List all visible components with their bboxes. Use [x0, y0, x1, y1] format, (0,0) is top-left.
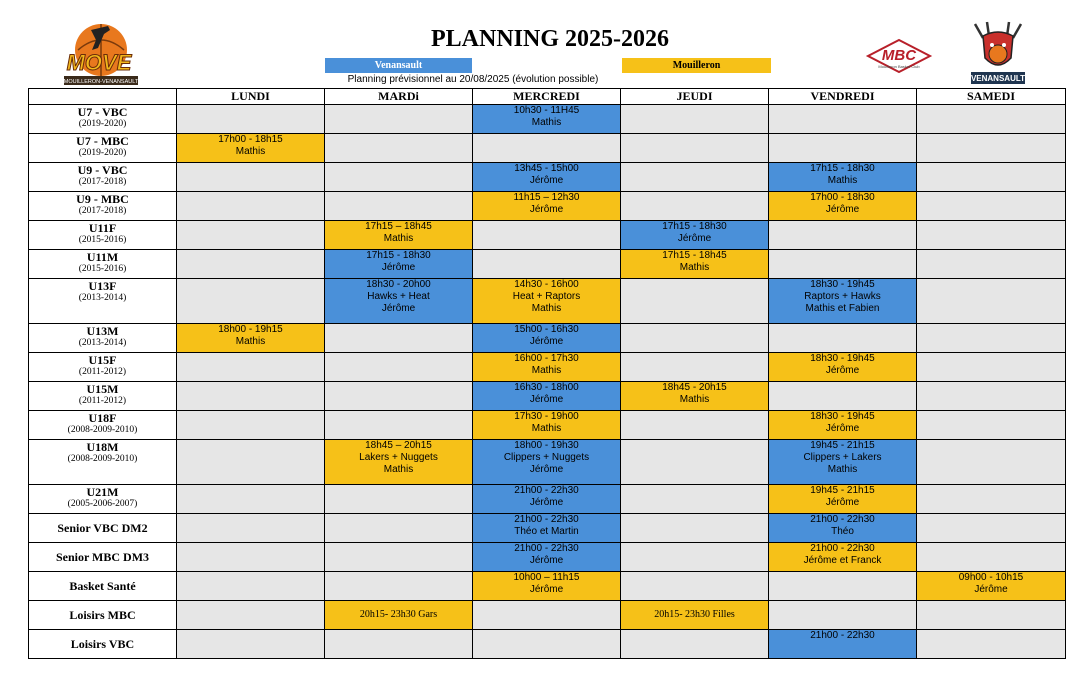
- session-detail: Mathis: [827, 175, 858, 186]
- empty-cell: [917, 105, 1066, 134]
- session-detail: Jérôme: [381, 262, 416, 273]
- day-header: LUNDI: [177, 89, 325, 105]
- empty-cell: [177, 192, 325, 221]
- session-cell: [769, 192, 917, 221]
- session-cell: [325, 221, 473, 250]
- session-cell: [769, 411, 917, 440]
- table-row: [29, 250, 1066, 279]
- table-row: [29, 411, 1066, 440]
- team-name: U15F: [88, 353, 117, 367]
- table-row: [29, 134, 1066, 163]
- session-detail: Mathis: [531, 365, 562, 376]
- team-years: (2017-2018): [78, 177, 127, 187]
- empty-cell: [621, 440, 769, 485]
- empty-cell: [769, 134, 917, 163]
- team-label: [29, 485, 177, 514]
- empty-cell: [621, 324, 769, 353]
- svg-text:MOVE: MOVE: [66, 50, 132, 75]
- team-name: U13F: [88, 279, 117, 293]
- team-name: Senior VBC DM2: [57, 520, 148, 535]
- empty-cell: [917, 411, 1066, 440]
- empty-cell: [325, 163, 473, 192]
- empty-cell: [769, 221, 917, 250]
- empty-cell: [769, 601, 917, 630]
- table-row: [29, 514, 1066, 543]
- session-detail: Jérôme: [529, 336, 564, 347]
- session-cell: [769, 485, 917, 514]
- session-cell: [769, 163, 917, 192]
- session-detail: Jérôme: [529, 584, 564, 595]
- empty-cell: [325, 630, 473, 659]
- empty-cell: [621, 485, 769, 514]
- team-name: Basket Santé: [69, 578, 136, 593]
- team-years: (2011-2012): [78, 396, 127, 406]
- empty-cell: [473, 630, 621, 659]
- team-name: U18M: [86, 440, 119, 454]
- session-cell: [473, 279, 621, 324]
- empty-cell: [325, 353, 473, 382]
- session-detail: Jérôme: [825, 423, 860, 434]
- session-time: 17h15 - 18h30: [662, 221, 727, 232]
- team-name: U21M: [86, 485, 119, 499]
- session-time: 15h00 - 16h30: [514, 324, 579, 335]
- session-time: 20h15- 23h30 Gars: [359, 609, 438, 620]
- session-cell: [769, 440, 917, 485]
- session-time: 10h00 – 11h15: [513, 572, 580, 583]
- session-cell: [473, 353, 621, 382]
- empty-cell: [621, 279, 769, 324]
- team-name: Loisirs VBC: [70, 636, 135, 651]
- session-detail: Jérôme et Franck: [803, 555, 882, 566]
- table-row: [29, 192, 1066, 221]
- session-cell: [769, 630, 917, 659]
- session-detail: Mathis: [235, 146, 266, 157]
- empty-cell: [917, 134, 1066, 163]
- venansault-logo: [965, 18, 1031, 88]
- empty-cell: [621, 192, 769, 221]
- team-label: [29, 514, 177, 543]
- empty-cell: [473, 601, 621, 630]
- empty-cell: [917, 163, 1066, 192]
- empty-cell: [769, 572, 917, 601]
- session-detail: Mathis: [531, 303, 562, 314]
- team-label: [29, 134, 177, 163]
- session-cell: [769, 279, 917, 324]
- session-time: 21h00 - 22h30: [810, 543, 875, 554]
- empty-cell: [325, 543, 473, 572]
- team-name: Loisirs MBC: [69, 607, 136, 622]
- session-cell: [621, 221, 769, 250]
- session-cell: [325, 601, 473, 630]
- empty-cell: [325, 134, 473, 163]
- session-time: 14h30 - 16h00: [514, 279, 579, 290]
- empty-cell: [325, 411, 473, 440]
- empty-cell: [473, 250, 621, 279]
- session-time: 21h00 - 22h30: [514, 543, 579, 554]
- session-detail: Mathis: [383, 464, 414, 475]
- session-cell: [621, 601, 769, 630]
- session-time: 21h00 - 22h30: [810, 630, 875, 641]
- empty-cell: [917, 514, 1066, 543]
- session-time: 19h45 - 21h15: [810, 485, 875, 496]
- session-cell: [473, 163, 621, 192]
- session-detail: Mathis: [235, 336, 266, 347]
- empty-cell: [177, 279, 325, 324]
- session-cell: [473, 382, 621, 411]
- empty-cell: [917, 485, 1066, 514]
- session-detail: Jérôme: [529, 555, 564, 566]
- session-cell: [473, 105, 621, 134]
- empty-cell: [177, 440, 325, 485]
- empty-cell: [177, 163, 325, 192]
- empty-cell: [917, 440, 1066, 485]
- empty-cell: [325, 514, 473, 543]
- empty-cell: [769, 382, 917, 411]
- table-row: [29, 382, 1066, 411]
- team-years: (2017-2018): [78, 206, 127, 216]
- empty-cell: [917, 601, 1066, 630]
- table-row: [29, 485, 1066, 514]
- empty-cell: [177, 630, 325, 659]
- session-time: 17h15 - 18h30: [810, 163, 875, 174]
- team-label: [29, 382, 177, 411]
- session-time: 16h30 - 18h00: [514, 382, 579, 393]
- table-row: [29, 221, 1066, 250]
- empty-cell: [177, 601, 325, 630]
- session-time: 17h15 – 18h45: [365, 221, 432, 232]
- day-header: JEUDI: [621, 89, 769, 105]
- empty-cell: [769, 105, 917, 134]
- session-detail: Jérôme: [825, 365, 860, 376]
- session-detail: Jérôme: [529, 464, 564, 475]
- move-logo: [58, 20, 140, 90]
- session-time: 18h00 - 19h15: [218, 324, 283, 335]
- empty-cell: [177, 572, 325, 601]
- session-cell: [769, 543, 917, 572]
- team-label: [29, 279, 177, 324]
- team-years: (2013-2014): [78, 338, 127, 348]
- empty-cell: [325, 105, 473, 134]
- empty-cell: [621, 572, 769, 601]
- table-row: [29, 324, 1066, 353]
- team-label: [29, 601, 177, 630]
- session-detail: Jérôme: [529, 175, 564, 186]
- session-time: 21h00 - 22h30: [514, 514, 579, 525]
- session-time: 18h45 – 20h15: [365, 440, 432, 451]
- table-row: [29, 630, 1066, 659]
- session-time: 18h30 - 19h45: [810, 279, 875, 290]
- empty-cell: [621, 353, 769, 382]
- session-time: 17h00 - 18h15: [218, 134, 283, 145]
- empty-cell: [325, 572, 473, 601]
- table-row: [29, 353, 1066, 382]
- session-detail: Théo et Martin: [514, 526, 579, 537]
- day-header: SAMEDI: [917, 89, 1066, 105]
- session-detail: Jérôme: [974, 584, 1008, 595]
- team-name: U7 - MBC: [76, 134, 129, 148]
- team-years: (2019-2020): [78, 119, 127, 129]
- empty-cell: [621, 134, 769, 163]
- empty-cell: [325, 485, 473, 514]
- session-cell: [621, 250, 769, 279]
- day-header: MERCREDI: [473, 89, 621, 105]
- session-detail: Jérôme: [529, 394, 564, 405]
- session-cell: [473, 485, 621, 514]
- team-label: [29, 192, 177, 221]
- team-label: [29, 105, 177, 134]
- session-time: 13h45 - 15h00: [514, 163, 579, 174]
- empty-cell: [325, 192, 473, 221]
- session-detail: Jérôme: [825, 204, 860, 215]
- session-detail: Mathis: [383, 233, 414, 244]
- session-cell: [177, 134, 325, 163]
- team-name: U9 - VBC: [77, 163, 128, 177]
- session-time: 09h00 - 10h15: [958, 572, 1024, 583]
- session-detail: Jérôme: [529, 497, 564, 508]
- empty-cell: [917, 630, 1066, 659]
- team-name: U11F: [88, 221, 117, 235]
- empty-cell: [177, 353, 325, 382]
- session-cell: [473, 572, 621, 601]
- empty-cell: [917, 353, 1066, 382]
- empty-cell: [177, 382, 325, 411]
- empty-cell: [769, 324, 917, 353]
- team-label: [29, 250, 177, 279]
- team-label: [29, 630, 177, 659]
- session-detail: Mathis: [679, 394, 710, 405]
- team-label: [29, 353, 177, 382]
- session-time: 18h30 - 20h00: [366, 279, 431, 290]
- session-detail: Clippers + Lakers: [803, 452, 882, 463]
- session-cell: [177, 324, 325, 353]
- svg-text:VENANSAULT: VENANSAULT: [970, 74, 1026, 83]
- table-row: [29, 163, 1066, 192]
- session-time: 18h00 - 19h30: [514, 440, 579, 451]
- session-detail: Lakers + Nuggets: [359, 452, 438, 463]
- empty-cell: [917, 324, 1066, 353]
- empty-cell: [917, 192, 1066, 221]
- empty-cell: [177, 514, 325, 543]
- session-detail: Mathis: [531, 423, 562, 434]
- session-detail: Mathis: [679, 262, 710, 273]
- session-time: 20h15- 23h30 Filles: [654, 609, 735, 620]
- empty-cell: [917, 382, 1066, 411]
- empty-cell: [621, 630, 769, 659]
- team-name: U9 - MBC: [76, 192, 129, 206]
- session-detail: Mathis: [531, 117, 562, 128]
- team-name: U18F: [88, 411, 117, 425]
- empty-cell: [177, 221, 325, 250]
- empty-cell: [177, 543, 325, 572]
- session-detail: Mathis: [827, 464, 858, 475]
- empty-cell: [473, 221, 621, 250]
- empty-cell: [917, 221, 1066, 250]
- empty-cell: [473, 134, 621, 163]
- empty-cell: [621, 543, 769, 572]
- session-detail: Jérôme: [381, 303, 416, 314]
- team-name: U11M: [86, 250, 119, 264]
- team-name: U7 - VBC: [77, 105, 128, 119]
- subtitle: Planning prévisionnel au 20/08/2025 (évolution possible): [347, 74, 599, 85]
- legend-mouilleron: Mouilleron: [622, 58, 771, 73]
- team-label: [29, 411, 177, 440]
- empty-cell: [917, 250, 1066, 279]
- session-cell: [473, 192, 621, 221]
- team-label: [29, 221, 177, 250]
- team-label: [29, 440, 177, 485]
- table-row: [29, 440, 1066, 485]
- mbc-logo: [860, 36, 938, 76]
- session-detail: Clippers + Nuggets: [503, 452, 590, 463]
- empty-cell: [177, 250, 325, 279]
- empty-cell: [621, 514, 769, 543]
- session-cell: [325, 250, 473, 279]
- session-cell: [325, 440, 473, 485]
- session-cell: [473, 543, 621, 572]
- empty-cell: [177, 105, 325, 134]
- team-years: (2013-2014): [78, 293, 127, 303]
- session-cell: [769, 353, 917, 382]
- session-cell: [325, 279, 473, 324]
- team-years: (2011-2012): [78, 367, 127, 377]
- team-label: [29, 324, 177, 353]
- team-years: (2005-2006-2007): [67, 499, 138, 509]
- session-time: 18h45 - 20h15: [662, 382, 727, 393]
- empty-cell: [621, 411, 769, 440]
- session-time: 10h30 - 11H45: [513, 105, 580, 116]
- session-time: 21h00 - 22h30: [514, 485, 579, 496]
- session-detail: Heat + Raptors: [512, 291, 581, 302]
- schedule-table: [28, 88, 1066, 659]
- team-years: (2008-2009-2010): [67, 425, 138, 435]
- team-label: [29, 543, 177, 572]
- empty-cell: [917, 543, 1066, 572]
- svg-text:MBC: MBC: [881, 47, 917, 64]
- session-time: 18h30 - 19h45: [810, 353, 875, 364]
- session-cell: [769, 514, 917, 543]
- session-cell: [917, 572, 1066, 601]
- team-name: Senior MBC DM3: [55, 549, 150, 564]
- session-cell: [473, 324, 621, 353]
- empty-cell: [621, 163, 769, 192]
- session-cell: [473, 411, 621, 440]
- empty-cell: [769, 250, 917, 279]
- day-header: MARDi: [325, 89, 473, 105]
- session-time: 11h15 – 12h30: [513, 192, 580, 203]
- session-time: 21h00 - 22h30: [810, 514, 875, 525]
- session-time: 18h30 - 19h45: [810, 411, 875, 422]
- table-row: [29, 279, 1066, 324]
- table-row: [29, 105, 1066, 134]
- team-years: (2015-2016): [78, 235, 127, 245]
- team-name: U13M: [86, 324, 119, 338]
- session-detail: Jérôme: [825, 497, 860, 508]
- team-label: [29, 572, 177, 601]
- day-header: VENDREDI: [769, 89, 917, 105]
- legend-venansault: Venansault: [325, 58, 472, 73]
- session-detail: Jérôme: [677, 233, 712, 244]
- empty-cell: [621, 105, 769, 134]
- empty-cell: [177, 485, 325, 514]
- session-time: 17h30 - 19h00: [514, 411, 579, 422]
- session-detail: Raptors + Hawks: [804, 291, 881, 302]
- session-detail: Jérôme: [529, 204, 564, 215]
- session-cell: [473, 440, 621, 485]
- table-row: [29, 601, 1066, 630]
- team-years: (2015-2016): [78, 264, 127, 274]
- page-title: PLANNING 2025-2026: [431, 26, 669, 52]
- session-time: 17h00 - 18h30: [810, 192, 875, 203]
- session-cell: [621, 382, 769, 411]
- session-time: 19h45 - 21h15: [810, 440, 875, 451]
- corner-cell: [29, 89, 177, 105]
- session-time: 17h15 - 18h45: [662, 250, 727, 261]
- session-detail: Hawks + Heat: [367, 291, 430, 302]
- team-label: [29, 163, 177, 192]
- empty-cell: [177, 411, 325, 440]
- session-time: 17h15 - 18h30: [366, 250, 431, 261]
- session-detail: Mathis et Fabien: [805, 303, 880, 314]
- empty-cell: [325, 324, 473, 353]
- session-time: 16h00 - 17h30: [514, 353, 579, 364]
- table-row: [29, 543, 1066, 572]
- team-years: (2019-2020): [78, 148, 127, 158]
- empty-cell: [917, 279, 1066, 324]
- session-detail: Théo: [831, 526, 854, 537]
- svg-text:Mouilleron Basket Club: Mouilleron Basket Club: [878, 64, 920, 69]
- table-row: [29, 572, 1066, 601]
- team-years: (2008-2009-2010): [67, 454, 138, 464]
- team-name: U15M: [86, 382, 119, 396]
- session-cell: [473, 514, 621, 543]
- empty-cell: [325, 382, 473, 411]
- svg-text:MOUILLERON-VENANSAULT: MOUILLERON-VENANSAULT: [63, 79, 139, 85]
- header-row: [29, 89, 1066, 105]
